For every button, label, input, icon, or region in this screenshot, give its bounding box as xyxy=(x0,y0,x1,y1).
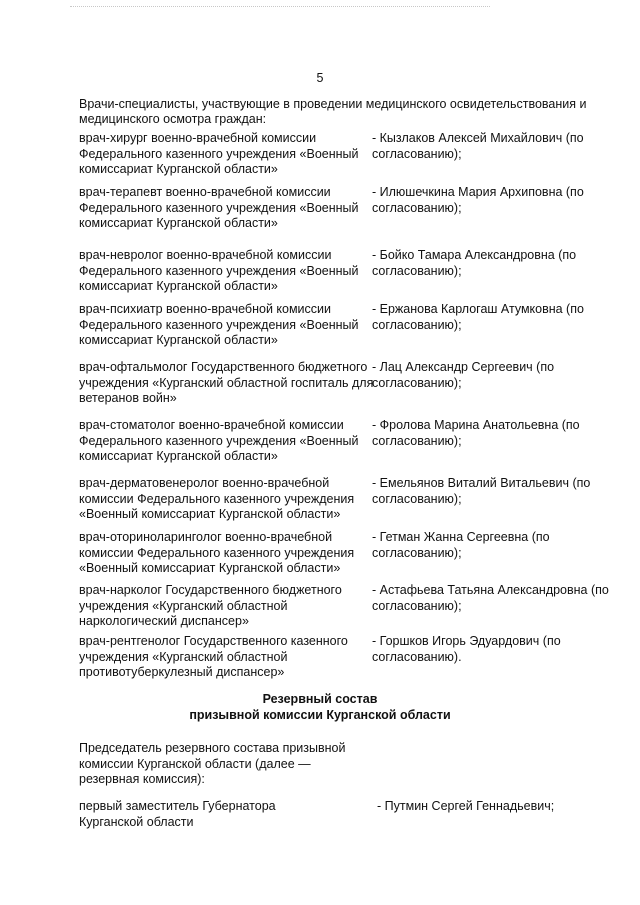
entry-role: врач-офтальмолог Государственного бюджетного учреждения «Курганский областной госпиталь для ветеранов войн» xyxy=(79,360,374,405)
entry-role: врач-дерматовенеролог военно-врачебной комиссии Федерального казенного учреждения «Военный комиссариат Курганской области» xyxy=(79,476,355,521)
entry-role: первый заместитель Губернатора Курганской области xyxy=(79,799,276,829)
entry-person: - Горшков Игорь Эдуардович (по согласованию). xyxy=(372,634,561,664)
entry-role: врач-рентгенолог Государственного казенного учреждения «Курганский областной противотуберкулезный диспансер» xyxy=(79,634,348,679)
scan-artifact xyxy=(70,6,490,8)
entry-person: - Путмин Сергей Геннадьевич; xyxy=(377,799,555,813)
entry-person: - Емельянов Виталий Витальевич (по согласованию); xyxy=(372,476,591,506)
entry-person: - Астафьева Татьяна Александровна (по согласованию); xyxy=(372,583,609,613)
entry-person: - Ержанова Карлогаш Атумковна (по согласованию); xyxy=(372,302,584,332)
entry-person: - Гетман Жанна Сергеевна (по согласованию); xyxy=(372,530,550,560)
entry-role: врач-невролог военно-врачебной комиссии Федерального казенного учреждения «Военный комиссариат Курганской области» xyxy=(79,248,359,293)
entry-person: - Илюшечкина Мария Архиповна (по согласованию); xyxy=(372,185,584,215)
reserve-intro: Председатель резервного состава призывной комиссии Курганской области (далее — резервная комиссия): xyxy=(79,741,346,786)
section-heading-line2: призывной комиссии Курганской области xyxy=(189,708,451,722)
entry-person: - Лац Александр Сергеевич (по согласованию); xyxy=(372,360,555,390)
entry-person: - Кызлаков Алексей Михайлович (по согласованию); xyxy=(372,131,584,161)
section-heading-line1: Резервный состав xyxy=(262,692,378,706)
entry-role: врач-нарколог Государственного бюджетного учреждения «Курганский областной наркологический диспансер» xyxy=(79,583,342,628)
entry-role: врач-терапевт военно-врачебной комиссии Федерального казенного учреждения «Военный комиссариат Курганской области» xyxy=(79,185,359,230)
entry-person: - Бойко Тамара Александровна (по согласованию); xyxy=(372,248,577,278)
entry-role: врач-психиатр военно-врачебной комиссии Федерального казенного учреждения «Военный комиссариат Курганской области» xyxy=(79,302,359,347)
entry-person: - Фролова Марина Анатольевна (по согласованию); xyxy=(372,418,580,448)
intro-text: Врачи-специалисты, участвующие в проведении медицинского освидетельствования и медицинского осмотра граждан: xyxy=(79,97,587,126)
entry-role: врач-оториноларинголог военно-врачебной комиссии Федерального казенного учреждения «Военный комиссариат Курганской области» xyxy=(79,530,355,575)
entry-role: врач-хирург военно-врачебной комиссии Федерального казенного учреждения «Военный комиссариат Курганской области» xyxy=(79,131,359,176)
entry-role: врач-стоматолог военно-врачебной комиссии Федерального казенного учреждения «Военный комиссариат Курганской области» xyxy=(79,418,359,463)
page-number: 5 xyxy=(316,71,324,85)
